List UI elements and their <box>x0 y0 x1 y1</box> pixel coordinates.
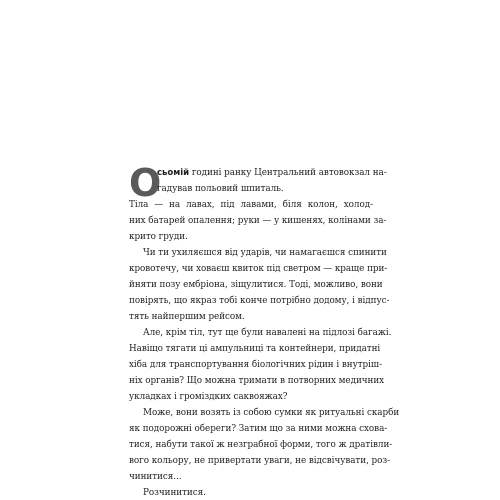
text-line: хіба для транспортування біологічних рідин і внутріш- <box>129 360 382 370</box>
text-line: повірять, що якраз тобі конче потрібно додому, і відпус- <box>129 296 390 306</box>
drop-cap: О <box>129 161 162 205</box>
text-line <box>129 165 387 181</box>
text-line: як подорожні обереги? Затим що за ними можна схова- <box>129 424 388 434</box>
text-line: них батарей опалення; руки — у кишенях, колінами за- <box>129 216 387 226</box>
text-line: тися, набути такої ж незграбної форми, того ж дратівли- <box>129 440 393 450</box>
text-line: Може, вони возять із собою сумки як ритуальні скарби <box>143 408 400 418</box>
text-line: чинитися... <box>129 472 182 482</box>
text-line: Тіла — на лавах, під лавами, біля колон, холод- <box>129 200 373 210</box>
text-line: Навіщо тягати ці ампульниці та контейнери, придатні <box>129 344 381 354</box>
text-line: укладках і громіздких саквояжах? <box>129 392 288 402</box>
text-line: кровотечу, чи ховаєш квиток під светром — краще при- <box>129 264 388 274</box>
text-line: йняти позу ембріона, зіщулитися. Тоді, можливо, вони <box>129 280 383 290</box>
text-line: гадував польовий шпиталь. <box>157 184 284 194</box>
text-line: Розчинитися. <box>143 488 206 498</box>
text-line: крито груди. <box>129 232 188 242</box>
text-line: тять найпершим рейсом. <box>129 312 245 322</box>
text-line: вого кольору, не привертати уваги, не відсвічувати, роз- <box>129 456 391 466</box>
text-line: Але, крім тіл, тут ще були навалені на підлозі багажі. <box>143 328 392 338</box>
text-line: ніх органів? Що можна тримати в потворних медичних <box>129 376 385 386</box>
lead-word: сьомій <box>157 168 190 178</box>
text-line: Чи ти ухиляєшся від ударів, чи намагаєшся спинити <box>143 248 387 258</box>
body-text <box>129 161 400 500</box>
text-line-rest: годині ранку Центральний автовокзал на- <box>189 168 387 178</box>
